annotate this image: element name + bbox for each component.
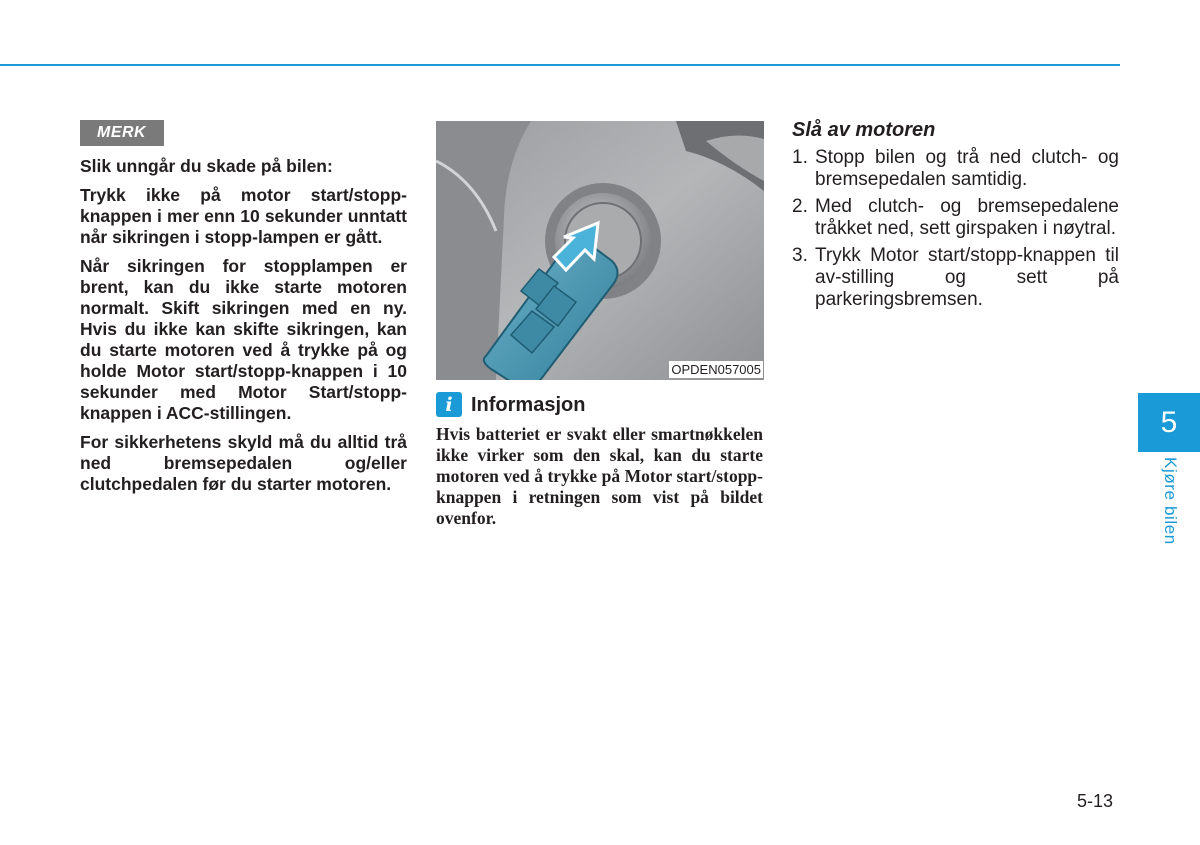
section-title: Slå av motoren (792, 119, 936, 141)
note-column (80, 120, 407, 503)
note-heading: Slik unngår du skade på bilen: (80, 156, 333, 176)
start-button-figure (436, 121, 764, 380)
step-number: 1. (792, 147, 808, 168)
page-number: 5-13 (1077, 791, 1114, 811)
step-number: 3. (792, 245, 808, 266)
note-paragraph: Trykk ikke på motor start/stopp-knappen i mer enn 10 sekunder unntatt når sikringen i stopp-lampen er gått. (80, 185, 407, 247)
figure-code: OPDEN057005 (671, 362, 761, 377)
note-badge: MERK (80, 120, 164, 146)
list-item (792, 196, 1119, 240)
info-body: Hvis batteriet er svakt eller smartnøkkelen ikke virker som den skal, kan du starte motoren ved å trykke på Motor start/stopp-knappen i retningen som vist på bildet ovenfor. (436, 424, 763, 528)
info-header (436, 392, 585, 417)
note-paragraph: For sikkerhetens skyld må du alltid trå ned bremsepedalen og/eller clutchpedalen før du starter motoren. (80, 432, 407, 494)
step-text: Trykk Motor start/stopp-knappen til av-stilling og sett på parkeringsbremsen. (815, 245, 1119, 310)
list-item (792, 147, 1119, 191)
steps-list (792, 147, 1119, 311)
step-number: 2. (792, 196, 808, 217)
figure-illustration (436, 121, 764, 380)
note-paragraph: Når sikringen for stopplampen er brent, kan du ikke starte motoren normalt. Skift sikringen med en ny. Hvis du ikke kan skifte sikringen, kan du starte motoren ved å trykke på og holde Motor start/stopp-knappen i 10 sekunder med Motor Start/stopp-knappen i ACC-stillingen. (80, 256, 407, 423)
chapter-label: Kjøre bilen (1161, 457, 1180, 545)
step-text: Stopp bilen og trå ned clutch- og bremsepedalen samtidig. (815, 147, 1119, 190)
info-icon: i (436, 392, 462, 417)
stop-engine-section (792, 118, 1119, 316)
list-item (792, 245, 1119, 311)
header-rule (0, 64, 1120, 66)
info-title: Informasjon (471, 393, 586, 416)
step-text: Med clutch- og bremsepedalene tråkket ned, sett girspaken i nøytral. (815, 196, 1119, 239)
chapter-tab[interactable]: 5 (1138, 393, 1200, 452)
